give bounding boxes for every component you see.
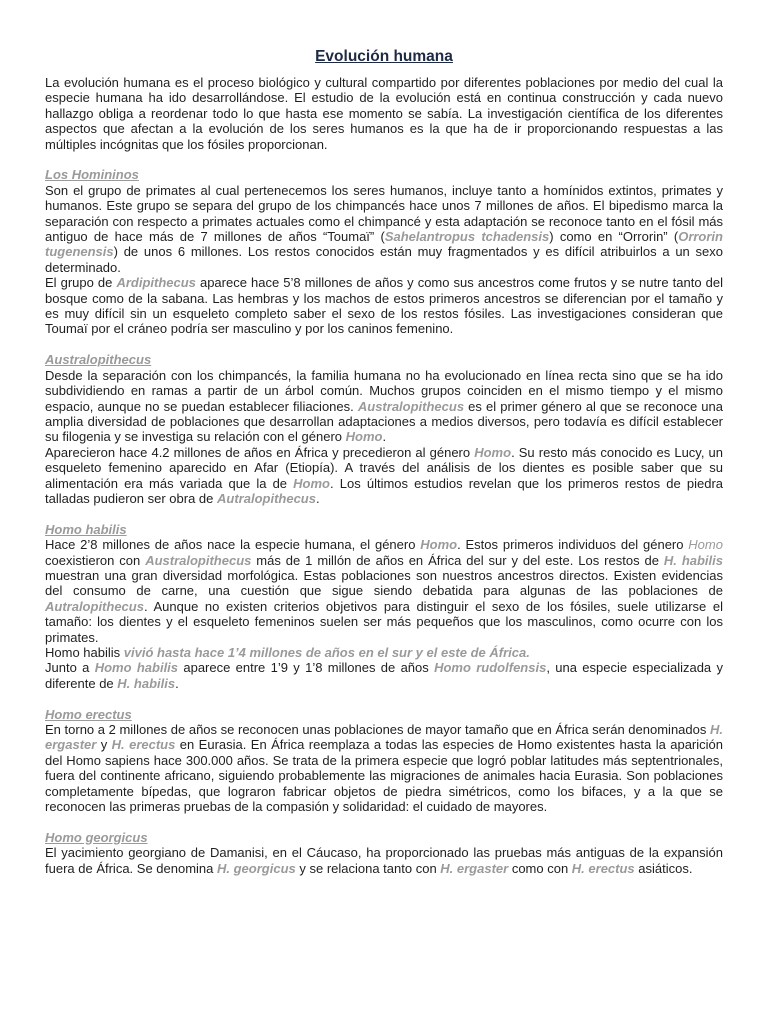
heading-homo-erectus: Homo erectus	[45, 706, 132, 722]
text-run: en Eurasia. En África reemplaza a todas las especies de Homo existentes hasta la aparición del Homo sapiens hace 300.000 años. Se trata de la primera especie que logró poblar latitudes más septentrionales, fuera del continente africano, siguiendo probablemente las migraciones de animales hacia Eurasia. Son poblaciones completamente bípedas, que lograron fabricar objetos de piedra simétricos, como los bifaces, y a la que se reconocen las primeras pruebas de la compasión y solidaridad: el cuidado de mayores.	[45, 737, 723, 815]
taxon-term: Ardipithecus	[116, 275, 196, 291]
text-run: Junto a	[45, 660, 95, 676]
text-run: , una especie especializada y diferente de	[45, 660, 723, 691]
georgicus-paragraph-1	[45, 845, 723, 876]
heading-homo-georgicus: Homo georgicus	[45, 829, 148, 845]
taxon-term: Australopithecus	[145, 552, 252, 568]
taxon-term: Orrorin tugenensis	[45, 229, 723, 260]
text-run: Son el grupo de primates al cual pertenecemos los seres humanos, incluye tanto a homínidos extintos, primates y humanos. Este grupo se separa del grupo de los chimpancés hace unos 7 millones de años. El bipedismo marca la separación con respecto a primates actuales como el chimpancé y esta adaptación se reconoce tanto en el fósil más antiguo de hace más de 7 millones de años “Toumaï” (	[45, 182, 723, 245]
text-run: . Estos primeros individuos del género	[457, 537, 689, 553]
taxon-term: Homo	[293, 475, 331, 491]
taxon-term: Homo	[420, 537, 458, 553]
text-run: En torno a 2 millones de años se reconocen unas poblaciones de mayor tamaño que en África serán denominados	[45, 722, 710, 737]
text-run: Hace 2’8 millones de años nace la especie humana, el género	[45, 537, 421, 553]
text-run: .	[382, 429, 387, 445]
document-title: Evolución humana	[315, 48, 453, 65]
erectus-paragraph-1	[45, 722, 723, 814]
text-run: coexistieron con	[45, 552, 146, 568]
taxon-term: H. ergaster	[440, 860, 509, 876]
text-run: ) de unos 6 millones. Los restos conocidos están muy fragmentados y es difícil atribuirlos a un sexo determinado.	[45, 244, 723, 275]
text-run: y se relaciona tanto con	[295, 860, 441, 876]
text-run: . Su resto más conocido es Lucy, un esqueleto femenino aparecido en Afar (Etiopía). A través del análisis de los dientes es posible saber que su alimentación era más variada que la de	[45, 444, 723, 491]
heading-homininos: Los Homininos	[45, 167, 139, 183]
taxon-term: vivió hasta hace 1’4 millones de años en el sur y el este de África.	[120, 644, 530, 660]
text-run: asiáticos.	[634, 860, 693, 876]
taxon-term: Homo habilis	[94, 660, 179, 676]
text-run: Desde la separación con los chimpancés, la familia humana no ha evolucionado en línea recta sino que se ha ido subdividiendo en ramas a partir de un árbol común. Muchos grupos coinciden en el mismo tiempo y el mismo espacio, aunque no se puedan establecer filiaciones.	[45, 367, 723, 414]
taxon-term: Homo	[345, 429, 383, 445]
habilis-paragraph-3	[45, 660, 723, 691]
text-run: más de 1 millón de años en África del sur y del este. Los restos de	[251, 552, 664, 568]
text-run: Homo habilis	[45, 644, 121, 660]
taxon-term: H. ergaster	[45, 722, 723, 753]
text-run: aparece hace 5’8 millones de años y como sus ancestros come frutos y se nutre tanto del bosque como de la sabana. Las hembras y los machos de estos primeros ancestros se diferencian por el tamaño y es muy difícil sin un esqueleto completo saber el sexo de los restos fósiles. Las investigaciones consideran que Toumaï por el cráneo podría ser masculino y por los caninos femenino.	[45, 275, 723, 337]
homininos-paragraph-2	[45, 275, 723, 337]
document-body	[45, 75, 723, 876]
taxon-term: Homo	[688, 537, 723, 553]
taxon-term: Homo	[474, 444, 512, 460]
taxon-term: H. habilis	[663, 552, 723, 568]
taxon-term: H. habilis	[117, 675, 176, 691]
heading-australopithecus: Australopithecus	[45, 352, 152, 368]
text-run: . Aunque no existen criterios objetivos para distinguir el sexo de los fósiles, suele utilizarse el tamaño: los dientes y el esqueleto femeninos suelen ser más pequeños que los masculinos, como ocurre con los primates.	[45, 598, 723, 645]
text-run: El grupo de	[45, 275, 117, 291]
text-run: muestran una gran diversidad morfológica. Estas poblaciones son nuestros ancestros directos. Existen evidencias del consumo de carne, una cuestión que sigue siendo debatida para algunas de las poblaciones de	[45, 567, 723, 599]
text-run: El yacimiento georgiano de Damanisi, en el Cáucaso, ha proporcionado las pruebas más antiguas de la expansión fuera de África. Se denomina	[45, 845, 723, 876]
text-run: aparece entre 1’9 y 1’8 millones de años	[178, 660, 435, 676]
homininos-paragraph-1	[45, 183, 723, 275]
intro-paragraph: La evolución humana es el proceso biológico y cultural compartido por diferentes poblaciones por medio del cual la especie humana ha ido desarrollándose. El estudio de la evolución está en continua construcción y cada nuevo hallazgo obliga a reordenar todo lo que hasta ese momento se sabía. La investigación científica de los diferentes aspectos que afectan a la evolución de los seres humanos es la que ha de ir proporcionando respuestas a las múltiples incógnitas que los fósiles proporcionan.	[45, 75, 723, 152]
heading-homo-habilis: Homo habilis	[45, 521, 127, 537]
text-run: es el primer género al que se reconoce una amplia diversidad de poblaciones que desarrollan adaptaciones a medios diversos, pero todavía es difícil establecer su filogenia y se investiga su relación con el género	[45, 398, 723, 445]
taxon-term: H. erectus	[571, 860, 635, 876]
taxon-term: Autralopithecus	[217, 490, 316, 506]
text-run: .	[175, 675, 179, 691]
text-run: Aparecieron hace 4.2 millones de años en África y precedieron al género	[45, 444, 475, 460]
text-run: como con	[508, 860, 572, 876]
text-run: y	[96, 737, 112, 753]
taxon-term: Homo rudolfensis	[434, 660, 547, 676]
habilis-paragraph-2	[45, 645, 723, 660]
australopithecus-paragraph-2	[45, 445, 723, 507]
taxon-term: Sahelantropus tchadensis	[384, 229, 550, 245]
taxon-term: Australopithecus	[357, 398, 465, 414]
text-run: .	[315, 490, 320, 506]
taxon-term: Autralopithecus	[45, 598, 144, 614]
habilis-paragraph-1	[45, 537, 723, 645]
australopithecus-paragraph-1	[45, 368, 723, 445]
text-run: . Los últimos estudios revelan que los primeros restos de piedra talladas pudieron ser obra de	[45, 475, 724, 506]
text-run: ) como en “Orrorin” (	[549, 229, 679, 245]
taxon-term: H. erectus	[111, 737, 176, 753]
taxon-term: H. georgicus	[217, 860, 296, 876]
